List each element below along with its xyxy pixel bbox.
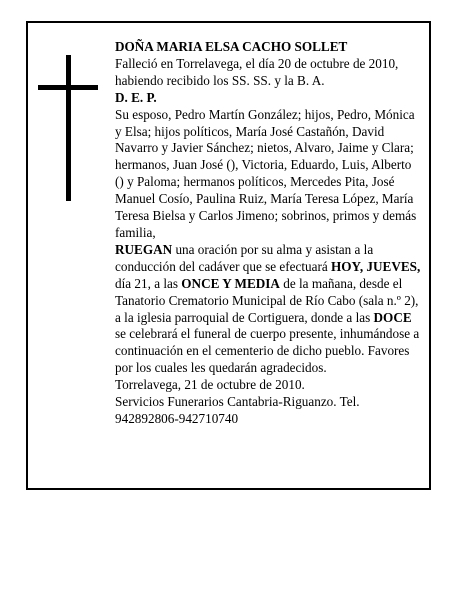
request-text-2: día 21, a las	[115, 275, 182, 291]
family-list: Su esposo, Pedro Martín González; hijos, Pedro, Mónica y Elsa; hijos políticos, María José Castañón, David Navarro y Javier Sánchez; nietos, Alvaro, Jaime y Clara; hermanos, Juan José (), Victoria, Eduardo, Luis, Alberto () y Paloma; hermanos políticos, Mercedes Pita, José Manuel Cosío, Paulina Ruiz, María Teresa López, María Teresa Bielsa y Carlos Jimeno; sobrinos, primos y demás familia,	[115, 106, 417, 240]
funeral-request	[115, 242, 423, 377]
rip-label: D. E. P.	[115, 89, 157, 105]
notice-text	[115, 39, 423, 428]
cross-vertical-bar	[66, 55, 71, 201]
cross-horizontal-bar	[38, 85, 98, 90]
funeral-time-label: DOCE	[373, 309, 412, 325]
request-text-4: se celebrará el funeral de cuerpo presente, inhumándose a continuación en el cementerio de dicho pueblo. Favores por los cuales les quedarán agradecidos.	[115, 326, 420, 376]
cross-icon	[38, 55, 98, 201]
deceased-name: DOÑA MARIA ELSA CACHO SOLLET	[115, 39, 348, 54]
day-label: HOY, JUEVES,	[331, 258, 421, 274]
death-statement: Falleció en Torrelavega, el día 20 de octubre de 2010, habiendo recibido los SS. SS. y la B. A.	[115, 55, 399, 88]
funeral-home: Servicios Funerarios Cantabria-Riguanzo. Tel. 942892806-942710740	[115, 394, 360, 426]
time-label: ONCE Y MEDIA	[181, 275, 280, 291]
obituary-notice	[26, 21, 431, 490]
ruegan-label: RUEGAN	[115, 241, 173, 257]
request-text-3: de la mañana, desde el Tanatorio Crematorio Municipal de Río Cabo (sala n.º 2), a la iglesia parroquial de Cortiguera, donde a las	[115, 275, 419, 325]
request-text-1: una oración por su alma y asistan a la conducción del cadáver que se efectuará	[115, 241, 374, 274]
place-date: Torrelavega, 21 de octubre de 2010.	[115, 377, 305, 393]
